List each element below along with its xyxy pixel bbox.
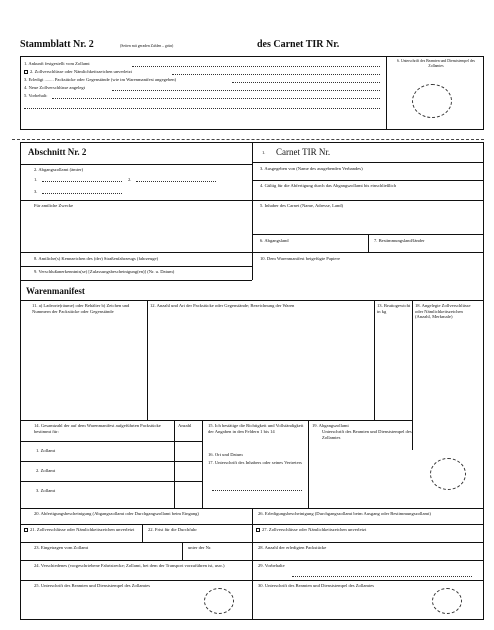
field-4-label: 4. Gültig für die Abfertigung durch das Abgangszollamt bis einschließlich [260, 183, 396, 188]
stub-item-4-line[interactable] [112, 90, 380, 91]
rule [252, 580, 484, 581]
field-2-b: 2. [128, 177, 132, 182]
rule [20, 524, 252, 525]
stub-item-2-line[interactable] [172, 74, 380, 75]
manifest-title: Warenmanifest [26, 286, 85, 296]
stub-item-2-label: 2. Zollverschlüsse oder Nämlichkeitszeichen unverletzt [30, 69, 132, 74]
field-25-label: 25. Unterschrift des Beamten und Dienststempel des Zollamtes [34, 583, 151, 588]
rule [174, 420, 175, 508]
rule [142, 524, 143, 542]
rule [20, 441, 202, 442]
stub-stamp-circle [412, 84, 452, 118]
field-26-label: 26. Erledigungsbescheinigung (Durchgangszollamt beim Ausgang oder Bestimmungszollamt) [258, 511, 431, 516]
stub-item-2 [24, 69, 132, 75]
title-left: Stammblatt Nr. 2 [20, 39, 94, 50]
field-2-c-line[interactable] [42, 193, 122, 194]
count-label: Anzahl [178, 423, 192, 428]
rule [20, 420, 412, 421]
stub-item-1-line[interactable] [132, 66, 380, 67]
field-30-label: 30. Unterschrift des Beamten und Dienststempel des Zollamtes [258, 583, 375, 588]
field-27-checkbox[interactable] [256, 528, 260, 532]
rule [374, 300, 375, 420]
rule [252, 524, 484, 525]
rule [20, 481, 202, 482]
field-27-text: 27. Zollverschlüsse oder Nämlichkeitszeichen unverletzt [262, 527, 367, 532]
stub-checkbox[interactable] [24, 70, 28, 74]
title-note: (Seiten mit geraden Zahlen – grün) [120, 44, 174, 48]
rule [182, 542, 183, 560]
stub-item-5: 5. Vorbehalt: [24, 93, 48, 98]
stub-item-3: 3. Erledigt ........ Packstücke oder Gegenstände (wie im Warenmanifest angegeben) [24, 77, 177, 82]
stub-divider [386, 56, 387, 130]
col-11-label: 11. a) Ladeorte(räume) oder Behälter b) Zeichen und Nummern der Packstücke oder Gegenstände [32, 303, 130, 314]
col-12-label: 12. Anzahl und Art der Packstücke oder Gegenstände; Bezeichnung der Waren [150, 303, 295, 308]
rule [20, 300, 484, 301]
rule [252, 180, 484, 181]
stub-extra-line[interactable] [24, 108, 380, 109]
field-6-label: 6. Abgangsland [260, 238, 289, 243]
stub-item-3-line[interactable] [232, 82, 380, 83]
section-title: Abschnitt Nr. 2 [28, 147, 87, 157]
stub-item-4: 4. Neue Zollverschlüsse angelegt [24, 85, 85, 90]
rule [368, 234, 369, 252]
field-3-label: 3. Ausgegeben von (Name des ausgebenden Verbandes) [260, 166, 363, 171]
field-2-a: 1. [34, 177, 38, 182]
stub-item-1: 1. Ankunft festgestellt vom Zollamt [24, 61, 90, 66]
rule [412, 300, 413, 450]
field-23-label: 23. Eingetragen vom Zollamt [34, 545, 89, 550]
field-19-stamp-circle [430, 458, 466, 490]
title-right: des Carnet TIR Nr. [257, 39, 340, 50]
rule [20, 200, 252, 201]
col-18-label: 18. Angelegte Zollverschlüsse oder Nämlichkeitszeichen (Anzahl, Merkmale) [415, 303, 471, 320]
field-24-label: 24. Verschiedenes (vorgeschriebene Fahrtstrecke; Zollamt, bei dem der Transport vorzuführen ist, usw.) [34, 563, 225, 568]
col-13-label: 13. Bruttogewicht in kg [377, 303, 411, 314]
field-17-label: 17. Unterschrift des Inhabers oder seines Vertreters [208, 460, 302, 465]
stub-box6-label: 6. Unterschrift des Beamten und Dienststempel des Zollamtes [397, 59, 475, 68]
field-21-checkbox[interactable] [24, 528, 28, 532]
field-2-a-line[interactable] [42, 181, 122, 182]
rule [20, 542, 252, 543]
field-16-label: 16. Ort und Datum [208, 452, 243, 457]
field-8-label: 8. Amtliche(s) Kennzeichen des (der) Straßenfahrzeugs (fahrzeuge) [34, 256, 159, 261]
field-5-label: 5. Inhaber des Carnet (Name, Adresse, Land) [260, 203, 344, 208]
rule [20, 560, 252, 561]
field-25-stamp-circle [204, 588, 234, 614]
field-30-stamp-circle [432, 588, 462, 614]
field-23-number-label: unter der Nr. [188, 545, 212, 550]
field-22-label: 22. Frist für die Durchfuhr [148, 527, 197, 532]
rule [252, 162, 484, 163]
field-29-line[interactable] [292, 576, 472, 577]
field-20-label: 20. Abfertigungsbescheinigung (Abgangszollamt oder Durchgangszollamt beim Eingang) [34, 511, 199, 516]
rule [252, 560, 484, 561]
signature-17-line[interactable] [212, 490, 302, 491]
field-27-label [256, 527, 366, 533]
carnet-tir-form [12, 14, 484, 622]
rule [20, 280, 252, 281]
rule [20, 580, 252, 581]
carnet-title: Carnet TIR Nr. [276, 147, 331, 157]
field-10-label: 10. Dem Warenmanifest beigefügte Papiere [260, 256, 341, 261]
rule [252, 542, 484, 543]
official-use-label: Für amtliche Zwecke [34, 203, 74, 208]
field-7-label: 7. Bestimmungsland/länder [374, 238, 425, 243]
rule [20, 266, 252, 267]
rule [147, 300, 148, 420]
field-2-c: 3. [34, 189, 38, 194]
rule [202, 420, 203, 508]
total-row-3: 3. Zollamt [36, 488, 56, 493]
rule [20, 461, 202, 462]
field-28-label: 28. Anzahl der erledigten Packstücke [258, 545, 327, 550]
stub-item-5-line[interactable] [52, 98, 380, 99]
field-19-label: 19. Abgangszollamt [312, 423, 349, 428]
rule [20, 252, 484, 253]
field-9-label: 9. Verschlußanerkenntnis(se) [Zulassungsbescheinigung(en)] (Nr. u. Datum) [34, 269, 175, 274]
rule [252, 200, 484, 201]
field-19-sub: Unterschrift des Beamten und Dienststempel des Zollamtes [322, 429, 412, 440]
field-21-label [24, 527, 140, 533]
rule [308, 420, 309, 508]
field-21-text: 21. Zollverschlüsse oder Nämlichkeitszeichen unverletzt [30, 527, 135, 532]
field-15-label: 15. Ich bestätige die Richtigkeit und Vollständigkeit der Angaben in den Feldern 1 bis 14 [208, 423, 304, 434]
rule [20, 164, 252, 165]
perforation-line [12, 139, 484, 140]
field-29-label: 29. Vorbehalte [258, 563, 285, 568]
carnet-num: 1. [262, 150, 266, 155]
field-14-label: 14. Gesamtzahl der auf dem Warenmanifest aufgeführten Packstücke bestimmt für: [34, 423, 161, 434]
field-2-b-line[interactable] [136, 181, 216, 182]
total-row-1: 1. Zollamt [36, 448, 56, 453]
total-row-2: 2. Zollamt [36, 468, 56, 473]
field-2-label: 2. Abgangszollamt (ämter) [34, 167, 84, 172]
